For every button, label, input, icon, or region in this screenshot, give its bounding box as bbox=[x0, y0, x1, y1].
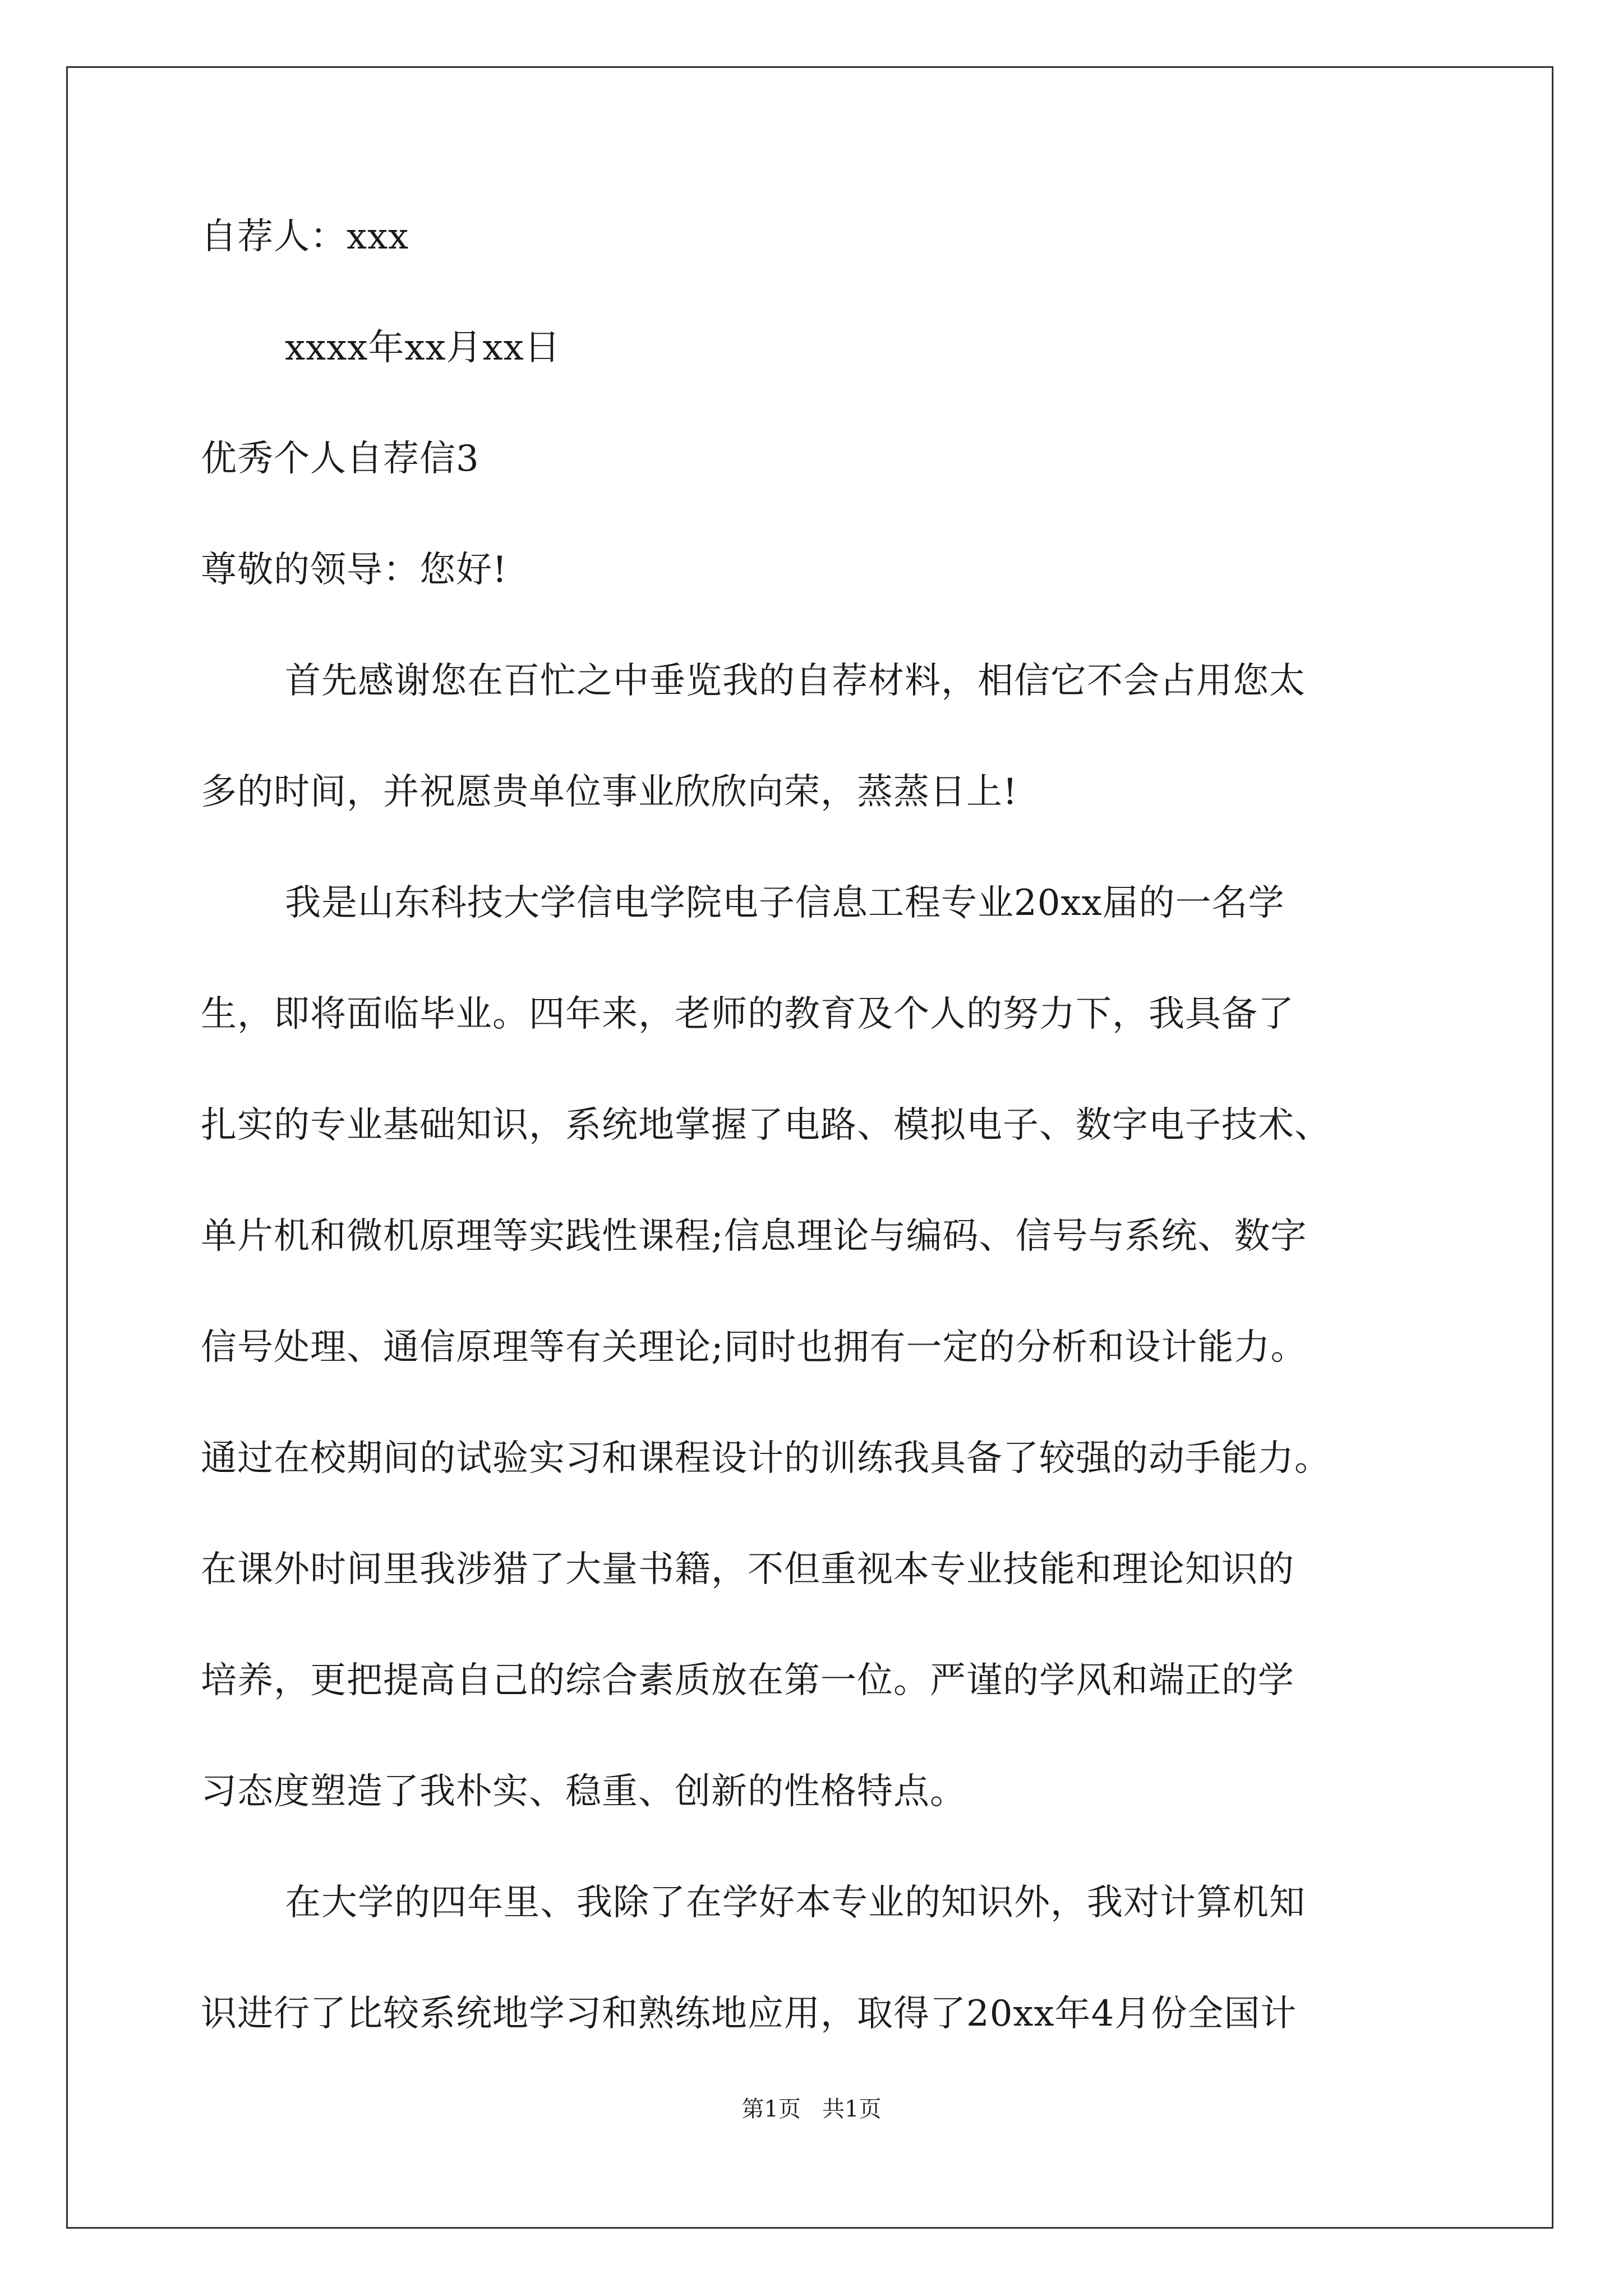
paragraph-line: 习态度塑造了我朴实、稳重、创新的性格特点。 bbox=[201, 1771, 966, 1812]
page-footer: 第1页 共1页 bbox=[741, 2096, 882, 2122]
paragraph-line: 在大学的四年里、我除了在学好本专业的知识外，我对计算机知 bbox=[285, 1882, 1306, 1924]
paragraph-line: 通过在校期间的试验实习和课程设计的训练我具备了较强的动手能力。 bbox=[201, 1438, 1331, 1479]
paragraph-line: 识进行了比较系统地学习和熟练地应用，取得了20xx年4月份全国计 bbox=[201, 1993, 1297, 2035]
paragraph-line: 在课外时间里我涉猎了大量书籍，不但重视本专业技能和理论知识的 bbox=[201, 1549, 1294, 1590]
salutation: 尊敬的领导：您好! bbox=[201, 549, 508, 591]
recommender-line: 自荐人：xxx bbox=[201, 216, 409, 257]
paragraph-line: 培养，更把提高自己的综合素质放在第一位。严谨的学风和端正的学 bbox=[201, 1660, 1294, 1701]
paragraph-line: 生，即将面临毕业。四年来，老师的教育及个人的努力下，我具备了 bbox=[201, 993, 1294, 1035]
paragraph-line: 单片机和微机原理等实践性课程;信息理论与编码、信号与系统、数字 bbox=[201, 1216, 1307, 1257]
paragraph-line: 多的时间，并祝愿贵单位事业欣欣向荣，蒸蒸日上! bbox=[201, 771, 1018, 813]
paragraph-line: 扎实的专业基础知识，系统地掌握了电路、模拟电子、数字电子技术、 bbox=[201, 1105, 1331, 1146]
paragraph-line: 首先感谢您在百忙之中垂览我的自荐材料，相信它不会占用您太 bbox=[285, 660, 1306, 702]
letter-title: 优秀个人自荐信3 bbox=[201, 438, 479, 480]
paragraph-line: 信号处理、通信原理等有关理论;同时也拥有一定的分析和设计能力。 bbox=[201, 1327, 1307, 1368]
paragraph-line: 我是山东科技大学信电学院电子信息工程专业20xx届的一名学 bbox=[285, 882, 1285, 924]
date-line: xxxx年xx月xx日 bbox=[285, 327, 561, 369]
